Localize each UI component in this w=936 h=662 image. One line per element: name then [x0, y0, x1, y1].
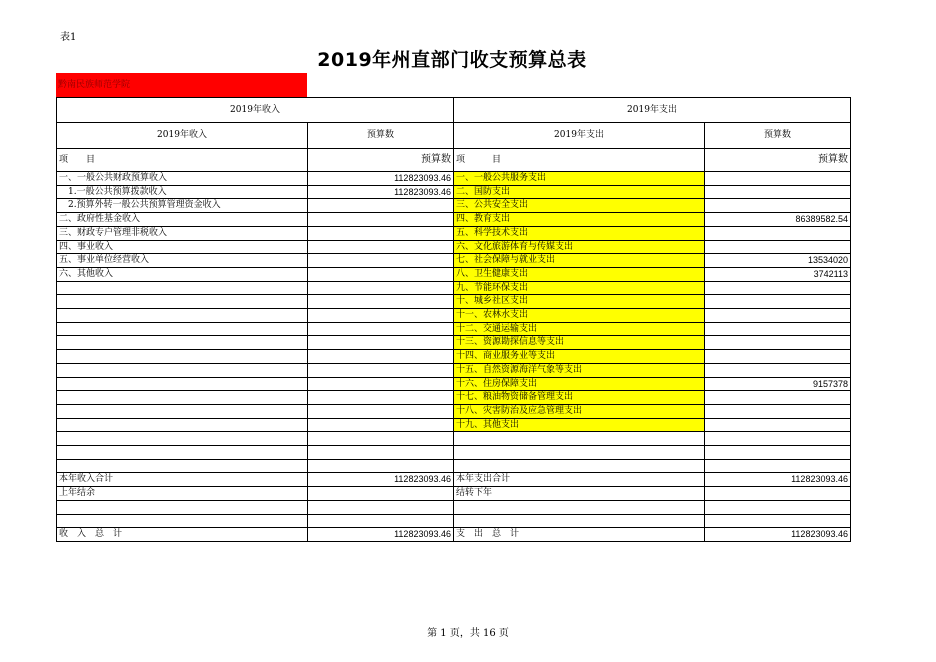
- expense-group-header[interactable]: 2019年支出: [454, 98, 851, 123]
- income-column-header[interactable]: 2019年收入: [57, 123, 308, 149]
- income-item-cell[interactable]: [57, 432, 308, 446]
- expense-item-cell[interactable]: 一、一般公共服务支出: [454, 172, 705, 186]
- expense-amount-cell[interactable]: 13534020: [705, 254, 851, 268]
- income-amount-cell[interactable]: [308, 309, 454, 323]
- income-item-cell[interactable]: [57, 446, 308, 460]
- expense-amount-cell[interactable]: [705, 514, 851, 528]
- expense-item-cell[interactable]: 五、科学技术支出: [454, 226, 705, 240]
- table-row: [57, 172, 851, 186]
- table-row: [57, 336, 851, 350]
- table-row: [57, 254, 851, 268]
- expense-amount-cell[interactable]: [705, 226, 851, 240]
- income-item-cell[interactable]: [57, 459, 308, 473]
- income-item-label[interactable]: 项 目: [57, 149, 308, 172]
- income-item-cell[interactable]: [57, 500, 308, 514]
- expense-item-cell[interactable]: 六、文化旅游体育与传媒支出: [454, 240, 705, 254]
- expense-amount-cell[interactable]: [705, 172, 851, 186]
- income-item-cell[interactable]: 三、财政专户管理非税收入: [57, 226, 308, 240]
- income-amount-cell[interactable]: [308, 281, 454, 295]
- unit-name-cell[interactable]: 黔南民族师范学院: [56, 73, 307, 97]
- income-item-cell[interactable]: [57, 295, 308, 309]
- page-footer: 第 1 页，共 16 页: [427, 628, 509, 639]
- income-amount-cell[interactable]: [308, 240, 454, 254]
- income-item-cell[interactable]: [57, 322, 308, 336]
- income-amount-cell[interactable]: [308, 336, 454, 350]
- header-row-columns: [57, 123, 851, 149]
- income-item-cell[interactable]: [57, 363, 308, 377]
- expense-amount-cell[interactable]: 112823093.46: [705, 528, 851, 542]
- header-row-items: [57, 149, 851, 172]
- expense-item-cell[interactable]: 四、教育支出: [454, 213, 705, 227]
- expense-amount-cell[interactable]: [705, 199, 851, 213]
- income-amount-cell[interactable]: 112823093.46: [308, 528, 454, 542]
- table-row: [57, 500, 851, 514]
- expense-amount-label[interactable]: 预算数: [705, 149, 851, 172]
- expense-amount-cell[interactable]: [705, 185, 851, 199]
- income-item-cell[interactable]: 五、事业单位经营收入: [57, 254, 308, 268]
- income-amount-cell[interactable]: [308, 213, 454, 227]
- expense-item-cell[interactable]: [454, 446, 705, 460]
- income-item-cell[interactable]: [57, 281, 308, 295]
- income-item-cell[interactable]: [57, 309, 308, 323]
- income-item-cell[interactable]: [57, 514, 308, 528]
- expense-item-cell[interactable]: 二、国防支出: [454, 185, 705, 199]
- table-number: 表1: [60, 32, 77, 43]
- income-amount-cell[interactable]: [308, 404, 454, 418]
- table-row: [57, 487, 851, 501]
- table-row: [57, 363, 851, 377]
- expense-item-cell[interactable]: 八、卫生健康支出: [454, 267, 705, 281]
- income-item-cell[interactable]: [57, 336, 308, 350]
- table-row: [57, 185, 851, 199]
- expense-amount-cell[interactable]: [705, 487, 851, 501]
- expense-item-cell[interactable]: 结转下年: [454, 487, 705, 501]
- income-item-cell[interactable]: 1.一般公共预算拨款收入: [57, 185, 308, 199]
- expense-column-header[interactable]: 2019年支出: [454, 123, 705, 149]
- table-row: [57, 309, 851, 323]
- income-amount-cell[interactable]: [308, 391, 454, 405]
- table-row: [57, 418, 851, 432]
- expense-item-cell[interactable]: [454, 459, 705, 473]
- table-row: [57, 267, 851, 281]
- income-group-header[interactable]: 2019年收入: [57, 98, 454, 123]
- income-amount-cell[interactable]: [308, 418, 454, 432]
- income-item-cell[interactable]: 收 入 总 计: [57, 528, 308, 542]
- expense-amount-cell[interactable]: [705, 322, 851, 336]
- table-row: [57, 514, 851, 528]
- table-row: [57, 226, 851, 240]
- income-item-cell[interactable]: [57, 377, 308, 391]
- income-item-cell[interactable]: 本年收入合计: [57, 473, 308, 487]
- table-row: [57, 322, 851, 336]
- expense-amount-cell[interactable]: [705, 309, 851, 323]
- expense-item-cell[interactable]: 十四、商业服务业等支出: [454, 350, 705, 364]
- income-item-cell[interactable]: 上年结余: [57, 487, 308, 501]
- table-row: [57, 295, 851, 309]
- income-amount-cell[interactable]: [308, 432, 454, 446]
- table-row: [57, 473, 851, 487]
- income-amount-cell[interactable]: [308, 295, 454, 309]
- expense-amount-cell[interactable]: [705, 240, 851, 254]
- expense-amount-cell[interactable]: [705, 336, 851, 350]
- income-amount-cell[interactable]: 112823093.46: [308, 172, 454, 186]
- table-row: [57, 391, 851, 405]
- expense-item-cell[interactable]: 十、城乡社区支出: [454, 295, 705, 309]
- expense-item-cell[interactable]: [454, 500, 705, 514]
- expense-item-cell[interactable]: [454, 432, 705, 446]
- expense-item-cell[interactable]: 七、社会保障与就业支出: [454, 254, 705, 268]
- table-row: [57, 404, 851, 418]
- income-amount-cell[interactable]: 112823093.46: [308, 473, 454, 487]
- income-item-cell[interactable]: 一、一般公共财政预算收入: [57, 172, 308, 186]
- expense-amount-column-header[interactable]: 预算数: [705, 123, 851, 149]
- income-item-cell[interactable]: [57, 404, 308, 418]
- income-amount-cell[interactable]: [308, 199, 454, 213]
- income-item-cell[interactable]: 六、其他收入: [57, 267, 308, 281]
- expense-amount-cell[interactable]: [705, 350, 851, 364]
- income-item-cell[interactable]: 四、事业收入: [57, 240, 308, 254]
- table-row: [57, 199, 851, 213]
- table-row: [57, 281, 851, 295]
- expense-amount-cell[interactable]: [705, 363, 851, 377]
- expense-amount-cell[interactable]: 9157378: [705, 377, 851, 391]
- income-amount-cell[interactable]: [308, 363, 454, 377]
- income-amount-label[interactable]: 预算数: [308, 149, 454, 172]
- expense-item-cell[interactable]: 本年支出合计: [454, 473, 705, 487]
- expense-item-cell[interactable]: 十九、其他支出: [454, 418, 705, 432]
- expense-item-cell[interactable]: 十六、住房保障支出: [454, 377, 705, 391]
- table-row: [57, 446, 851, 460]
- expense-item-cell[interactable]: 十二、交通运输支出: [454, 322, 705, 336]
- expense-item-cell[interactable]: 九、节能环保支出: [454, 281, 705, 295]
- table-row: [57, 377, 851, 391]
- income-amount-cell[interactable]: [308, 322, 454, 336]
- income-item-cell[interactable]: [57, 418, 308, 432]
- page-title: 2019年州直部门收支预算总表: [317, 49, 587, 71]
- income-amount-cell[interactable]: [308, 459, 454, 473]
- expense-item-cell[interactable]: 十五、自然资源海洋气象等支出: [454, 363, 705, 377]
- expense-item-cell[interactable]: 支 出 总 计: [454, 528, 705, 542]
- expense-amount-cell[interactable]: [705, 391, 851, 405]
- expense-amount-cell[interactable]: 112823093.46: [705, 473, 851, 487]
- income-item-cell[interactable]: 2.预算外转一般公共预算管理资金收入: [57, 199, 308, 213]
- income-item-cell[interactable]: [57, 350, 308, 364]
- budget-table: [56, 97, 851, 542]
- income-amount-cell[interactable]: [308, 226, 454, 240]
- expense-amount-cell[interactable]: [705, 404, 851, 418]
- table-row: [57, 240, 851, 254]
- expense-amount-cell[interactable]: 3742113: [705, 267, 851, 281]
- expense-amount-cell[interactable]: [705, 418, 851, 432]
- income-amount-cell[interactable]: [308, 267, 454, 281]
- income-amount-cell[interactable]: [308, 446, 454, 460]
- expense-amount-cell[interactable]: 86389582.54: [705, 213, 851, 227]
- income-amount-cell[interactable]: [308, 254, 454, 268]
- expense-amount-cell[interactable]: [705, 459, 851, 473]
- expense-item-cell[interactable]: 十七、粮油物资储备管理支出: [454, 391, 705, 405]
- income-item-cell[interactable]: [57, 391, 308, 405]
- expense-item-cell[interactable]: 十八、灾害防治及应急管理支出: [454, 404, 705, 418]
- table-row: [57, 528, 851, 542]
- income-amount-cell[interactable]: [308, 500, 454, 514]
- income-amount-cell[interactable]: [308, 377, 454, 391]
- expense-amount-cell[interactable]: [705, 281, 851, 295]
- expense-amount-cell[interactable]: [705, 446, 851, 460]
- expense-item-cell[interactable]: 十三、资源勘探信息等支出: [454, 336, 705, 350]
- expense-item-label[interactable]: 项 目: [454, 149, 705, 172]
- expense-item-cell[interactable]: 十一、农林水支出: [454, 309, 705, 323]
- income-amount-cell[interactable]: 112823093.46: [308, 185, 454, 199]
- expense-amount-cell[interactable]: [705, 500, 851, 514]
- table-body: [57, 172, 851, 542]
- income-amount-column-header[interactable]: 预算数: [308, 123, 454, 149]
- expense-amount-cell[interactable]: [705, 432, 851, 446]
- table-row: [57, 350, 851, 364]
- income-amount-cell[interactable]: [308, 487, 454, 501]
- income-amount-cell[interactable]: [308, 350, 454, 364]
- table-row: [57, 213, 851, 227]
- table-row: [57, 459, 851, 473]
- table-row: [57, 432, 851, 446]
- expense-item-cell[interactable]: [454, 514, 705, 528]
- expense-amount-cell[interactable]: [705, 295, 851, 309]
- income-amount-cell[interactable]: [308, 514, 454, 528]
- income-item-cell[interactable]: 二、政府性基金收入: [57, 213, 308, 227]
- expense-item-cell[interactable]: 三、公共安全支出: [454, 199, 705, 213]
- header-row-group: [57, 98, 851, 123]
